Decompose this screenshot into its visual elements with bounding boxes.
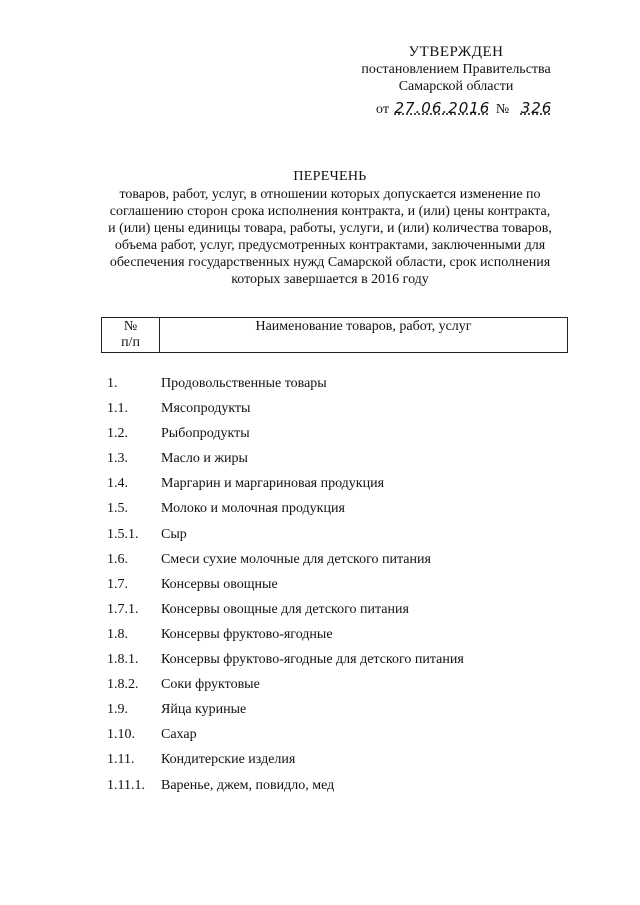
list-item: [107, 751, 567, 776]
item-number: 1.3.: [107, 451, 128, 467]
title-line: и (или) цены единицы товара, работы, услуги, и (или) количества товаров,: [108, 221, 552, 236]
approval-line-1: постановлением Правительства: [361, 62, 551, 77]
item-number: 1.7.: [107, 576, 128, 592]
list-item: [107, 375, 567, 400]
item-name: Маргарин и маргариновая продукция: [161, 476, 385, 492]
item-name: Соки фруктовые: [161, 677, 260, 693]
approval-line-2: Самарской области: [398, 79, 514, 94]
item-name: Консервы фруктово-ягодные: [161, 626, 333, 642]
title-line: товаров, работ, услуг, в отношении которых допускается изменение по: [119, 187, 541, 202]
item-number: 1.5.1.: [107, 526, 139, 542]
document-heading: ПЕРЕЧЕНЬ: [293, 169, 367, 184]
item-number: 1.8.: [107, 626, 128, 642]
list-item: [107, 500, 567, 525]
item-number: 1.9.: [107, 702, 128, 718]
list-item: [107, 576, 567, 601]
list-item: [107, 701, 567, 726]
list-item: [107, 726, 567, 751]
list-item: [107, 551, 567, 576]
item-number: 1.8.1.: [107, 652, 139, 668]
header-number-abbrev: п/п: [121, 335, 140, 350]
list-item: [107, 450, 567, 475]
title-line: обеспечения государственных нужд Самарской области, срок исполнения: [109, 255, 551, 270]
header-number-cell: [102, 318, 160, 352]
list-item: [107, 526, 567, 551]
list-item: [107, 651, 567, 676]
header-name-cell: Наименование товаров, работ, услуг: [255, 319, 472, 334]
list-item: [107, 777, 567, 802]
list-header-table: [101, 317, 568, 353]
item-name: Масло и жиры: [161, 451, 248, 467]
item-name: Консервы овощные: [161, 576, 278, 592]
item-name: Яйца куриные: [161, 702, 247, 718]
handwritten-date: 27.06.2016: [394, 99, 491, 117]
item-name: Варенье, джем, повидло, мед: [161, 777, 335, 793]
item-number: 1.8.2.: [107, 677, 139, 693]
item-number: 1.1.: [107, 401, 128, 417]
item-name: Кондитерские изделия: [161, 752, 296, 768]
document-title-block: [90, 168, 570, 288]
list-item: [107, 400, 567, 425]
item-number: 1.11.1.: [107, 777, 145, 793]
list-item: [107, 626, 567, 651]
list-item: [107, 676, 567, 701]
number-prefix: №: [495, 102, 510, 117]
item-number: 1.6.: [107, 551, 128, 567]
list-item: [107, 601, 567, 626]
item-name: Мясопродукты: [161, 401, 251, 417]
item-number: 1.: [107, 376, 118, 391]
item-name: Смеси сухие молочные для детского питания: [161, 551, 431, 567]
approval-date-line: [340, 100, 572, 118]
list-item: [107, 475, 567, 500]
item-name: Консервы овощные для детского питания: [161, 601, 409, 617]
item-name: Сахар: [161, 727, 197, 743]
approval-block: [340, 44, 572, 118]
item-name: Молоко и молочная продукция: [161, 501, 345, 517]
item-name: Продовольственные товары: [161, 376, 327, 391]
handwritten-number: 326: [520, 99, 553, 117]
item-name: Консервы фруктово-ягодные для детского питания: [161, 652, 464, 668]
title-line: которых завершается в 2016 году: [231, 272, 429, 287]
title-line: соглашению сторон срока исполнения контракта, и (или) цены контракта,: [109, 204, 551, 219]
list-item: [107, 425, 567, 450]
item-name: Рыбопродукты: [161, 426, 250, 442]
item-number: 1.4.: [107, 476, 128, 492]
item-number: 1.2.: [107, 426, 128, 442]
title-line: объема работ, услуг, предусмотренных контрактами, заключенными для: [114, 238, 546, 253]
goods-list: [107, 375, 567, 802]
item-name: Сыр: [161, 526, 187, 542]
item-number: 1.7.1.: [107, 601, 139, 617]
header-number-symbol: №: [123, 319, 138, 334]
approval-heading: УТВЕРЖДЕН: [408, 44, 504, 60]
date-prefix: от: [376, 102, 389, 117]
item-number: 1.11.: [107, 752, 135, 768]
item-number: 1.10.: [107, 727, 135, 743]
item-number: 1.5.: [107, 501, 128, 517]
